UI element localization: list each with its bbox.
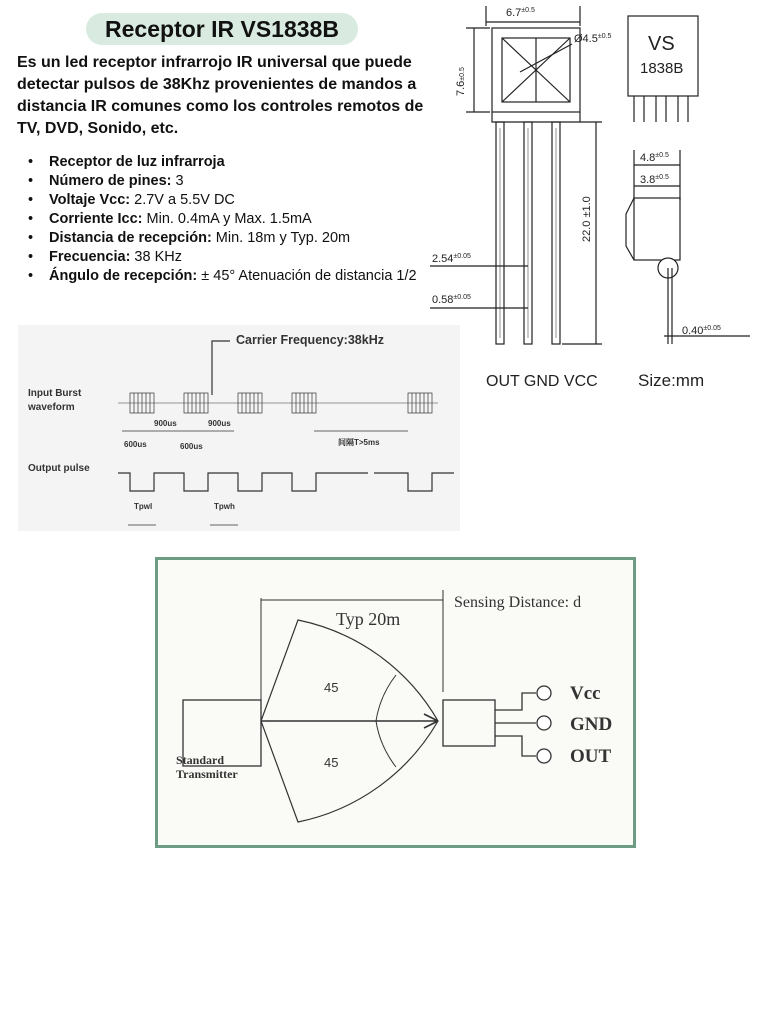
sensing-diagram [155,557,636,848]
dim-width: $6.7^{\pm 0.5}$ [506,7,535,19]
timing-diagram [18,325,460,531]
t900-a: 900us [154,419,177,428]
pin-labels: OUT GND VCC [486,373,598,390]
dim-pin-width: $0.58^{\pm 0.05}$ [432,294,471,306]
input-label-line2: waveform [28,402,75,413]
carrier-frequency-label: Carrier Frequency:38kHz [236,333,384,347]
t600-a: 600us [124,440,147,449]
dim-lens: $Ø4.5^{\pm 0.5}$ [574,33,612,45]
dim-pitch: $2.54^{\pm 0.05}$ [432,253,471,265]
dim-lens-depth: $3.8^{\pm 0.5}$ [640,174,669,186]
spec-item: • Distancia de recepción: Min. 18m y Typ. 20m [28,229,438,248]
transmitter-label-line2: Transmitter [176,767,238,781]
dimension-drawing [430,0,768,395]
spec-list [28,153,438,286]
size-unit: Size:mm [638,371,705,390]
pin-vcc-label: Vcc [570,683,601,704]
sensing-diagram-svg [158,560,633,845]
typ-distance-label: Typ 20m [336,609,401,629]
sensing-distance-label: Sensing Distance: d [454,594,582,611]
spec-item: • Corriente Icc: Min. 0.4mA y Max. 1.5mA [28,210,438,229]
intro-paragraph: Es un led receptor infrarrojo IR universal que puede detectar pulsos de 38Khz provenientes de mandos a distancia IR comunes como los controles remotos de TV, DVD, Sonido, etc. [17,54,424,137]
part-label-vs: VS [648,33,675,55]
spec-item: • Voltaje Vcc: 2.7V a 5.5V DC [28,191,438,210]
dim-lead-length: 22.0 ±1.0 [581,196,593,242]
dim-height: 7.6±0.5 [455,67,467,96]
dim-pin-thickness: $0.40^{\pm 0.05}$ [682,325,721,337]
pin-gnd-label: GND [570,714,613,735]
t600-b: 600us [180,442,203,451]
tpwl-label: Tpwl [134,502,153,511]
page-title: Receptor IR VS1838B [105,16,339,42]
output-label: Output pulse [28,463,90,474]
angle-top-label: 45 [324,680,339,695]
input-label-line1: Input Burst [28,388,82,399]
t900-b: 900us [208,419,231,428]
spec-item: • Receptor de luz infrarroja [28,153,438,172]
dim-depth: $4.8^{\pm 0.5}$ [640,152,669,164]
spec-item: • Frecuencia: 38 KHz [28,248,438,267]
angle-bottom-label: 45 [324,755,339,770]
tpwh-label: Tpwh [214,502,235,511]
part-label-number: 1838B [640,60,684,77]
pin-out-label: OUT [570,746,612,767]
gap-label: 间隔T>5ms [338,438,380,447]
transmitter-label-line1: Standard [176,753,225,767]
spec-item: • Número de pines: 3 [28,172,438,191]
spec-item: • Ángulo de recepción: ± 45° Atenuación de distancia 1/2 [28,267,438,286]
